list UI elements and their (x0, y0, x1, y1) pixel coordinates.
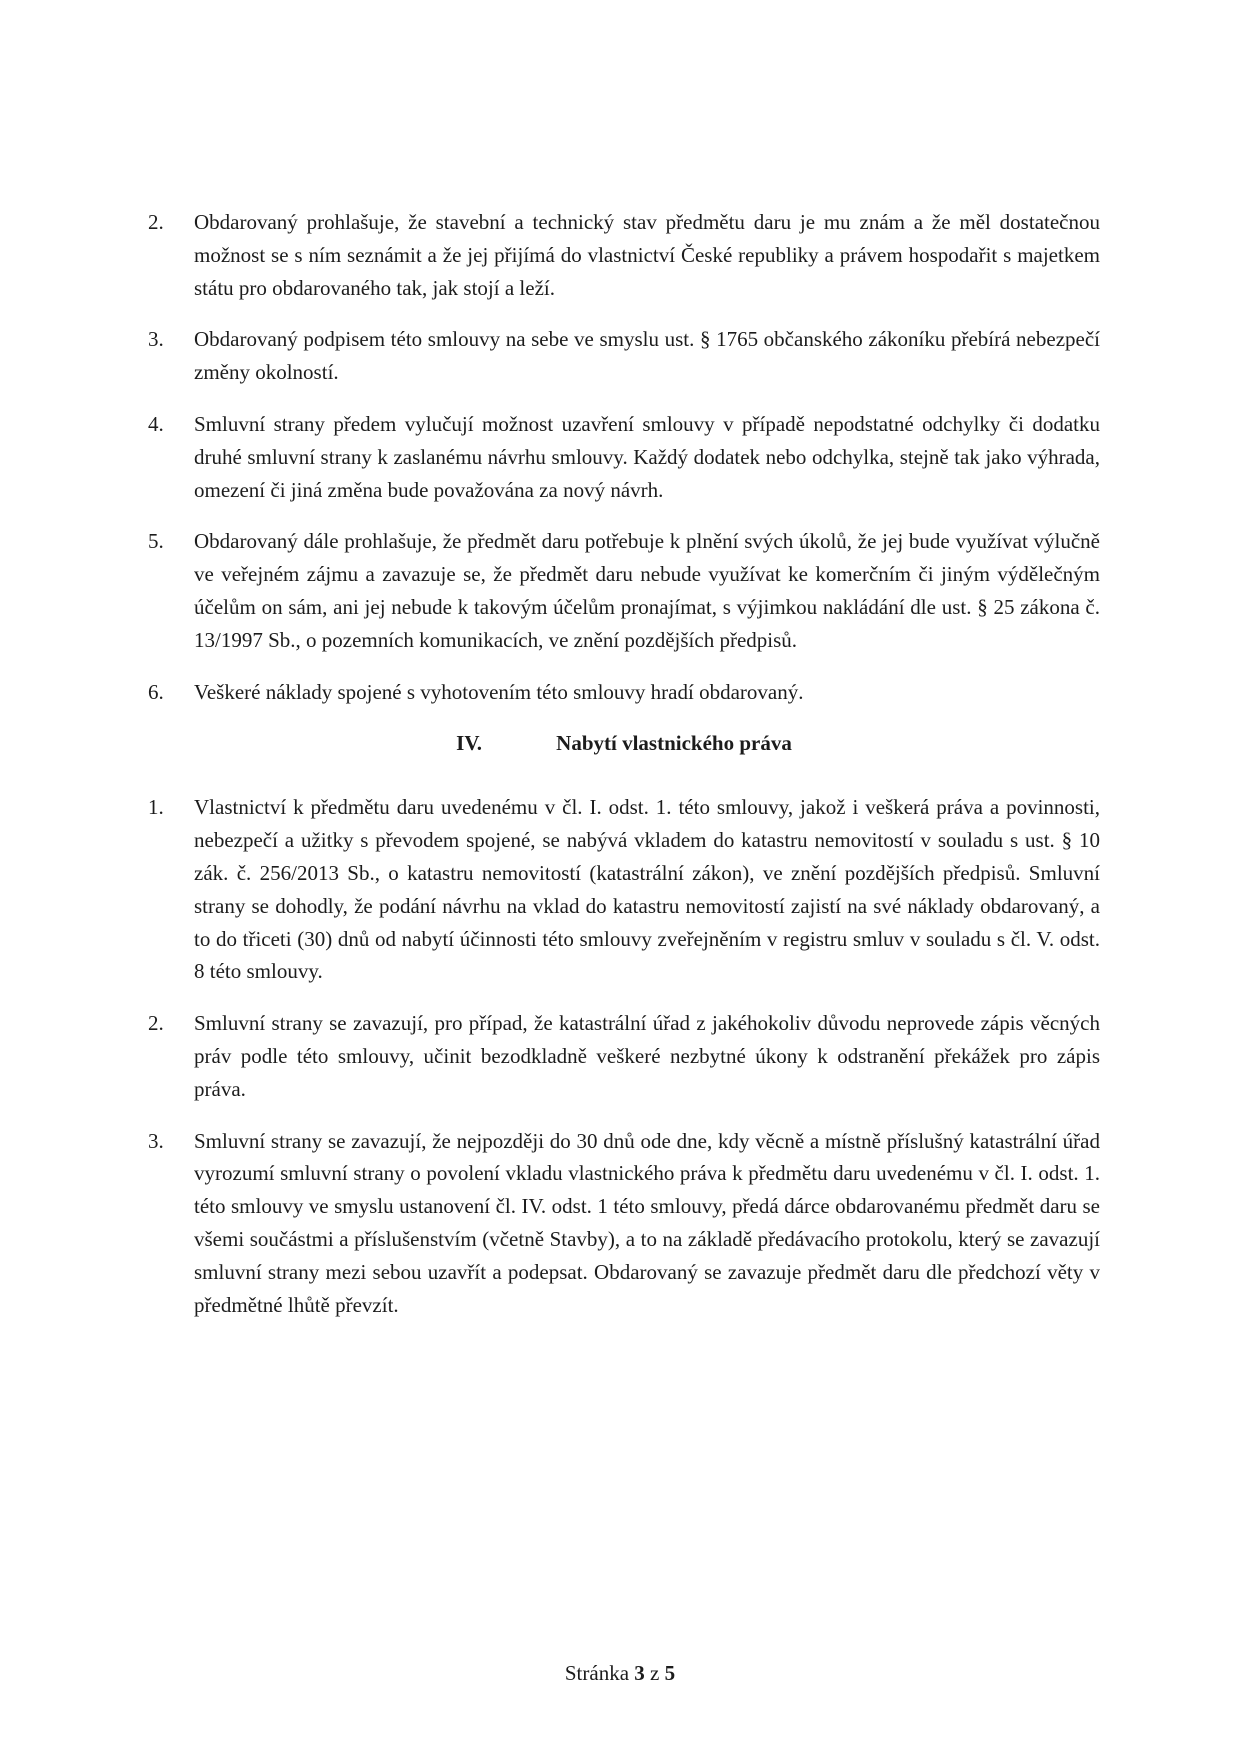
item-number: 2. (148, 1011, 164, 1036)
item-number: 3. (148, 1128, 164, 1153)
item-text: Obdarovaný dále prohlašuje, že předmět daru potřebuje k plnění svých úkolů, že jej bude využívat výlučně ve veřejném zájmu a zavazuje se, že předmět daru nebude využívat ke komerčním či jiným výdělečným účelům on sám, ani jej nebude k takovým účelům pronajímat, s výjimkou nakládání dle ust. § 25 zákona č. 13/1997 Sb., o pozemních komunikacích, ve znění pozdějších předpisů. (194, 529, 1100, 652)
item-number: 6. (148, 679, 164, 704)
item-text: Vlastnictví k předmětu daru uvedenému v čl. I. odst. 1. této smlouvy, jakož i veškerá práva a povinnosti, nebezpečí a užitky s převodem spojené, se nabývá vkladem do katastru nemovitostí v souladu s ust. § 10 zák. č. 256/2013 Sb., o katastru nemovitostí (katastrální zákon), ve znění pozdějších předpisů. Smluvní strany se dohodly, že podání návrhu na vklad do katastru nemovitostí zajistí na své náklady obdarovaný, a to do třiceti (30) dnů od nabytí účinnosti této smlouvy zveřejněním v registru smluv v souladu s čl. V. odst. 8 této smlouvy. (194, 795, 1100, 984)
total-pages-number: 5 (664, 1661, 676, 1685)
page-separator: z (650, 1661, 660, 1685)
list-item (148, 206, 1100, 304)
section-title: Nabytí vlastnického práva (556, 731, 792, 756)
item-number: 1. (148, 795, 164, 820)
item-number: 4. (148, 411, 164, 436)
page-label: Stránka (564, 1661, 630, 1685)
document-body (148, 206, 1100, 1340)
section-number: IV. (456, 731, 483, 756)
list-item (148, 408, 1100, 506)
item-text: Obdarovaný prohlašuje, že stavební a technický stav předmětu daru je mu znám a že měl dostatečnou možnost se s ním seznámit a že jej přijímá do vlastnictví České republiky a právem hospodařit s majetkem státu pro obdarovaného tak, jak stojí a leží. (194, 210, 1100, 300)
item-text: Smluvní strany se zavazují, pro případ, že katastrální úřad z jakéhokoliv důvodu neprovede zápis věcných práv podle této smlouvy, učinit bezodkladně veškeré nezbytné úkony k odstranění překážek pro zápis práva. (194, 1011, 1100, 1101)
item-text: Obdarovaný podpisem této smlouvy na sebe ve smyslu ust. § 1765 občanského zákoníku přebírá nebezpečí změny okolností. (194, 327, 1100, 385)
item-number: 2. (148, 210, 164, 234)
item-number: 3. (148, 327, 164, 352)
item-number: 5. (148, 529, 164, 554)
list-item (148, 323, 1100, 389)
item-text: Smluvní strany se zavazují, že nejpozději do 30 dnů ode dne, kdy věcně a místně příslušný katastrální úřad vyrozumí smluvní strany o povolení vkladu vlastnického práva k předmětu daru uvedenému v čl. I. odst. 1. této smlouvy ve smyslu ustanovení čl. IV. odst. 1 této smlouvy, předá dárce obdarovanému předmět daru se všemi součástmi a příslušenstvím (včetně Stavby), a to na základě předávacího protokolu, který se zavazují smluvní strany mezi sebou uzavřít a podepsat. Obdarovaný se zavazuje předmět daru dle předchozí věty v předmětné lhůtě převzít. (194, 1128, 1100, 1317)
item-text: Smluvní strany předem vylučují možnost uzavření smlouvy v případě nepodstatné odchylky či dodatku druhé smluvní strany k zaslanému návrhu smlouvy. Každý dodatek nebo odchylka, stejně tak jako výhrada, omezení či jiná změna bude považována za nový návrh. (194, 411, 1100, 502)
current-page-number: 3 (634, 1661, 645, 1685)
item-text: Veškeré náklady spojené s vyhotovením této smlouvy hradí obdarovaný. (194, 679, 804, 704)
list-item (148, 525, 1100, 656)
list-item (148, 791, 1100, 988)
section-heading (148, 727, 1100, 759)
list-item (148, 1125, 1100, 1322)
list-item (148, 676, 1100, 709)
page-footer (0, 1659, 1240, 1687)
list-item (148, 1007, 1100, 1105)
